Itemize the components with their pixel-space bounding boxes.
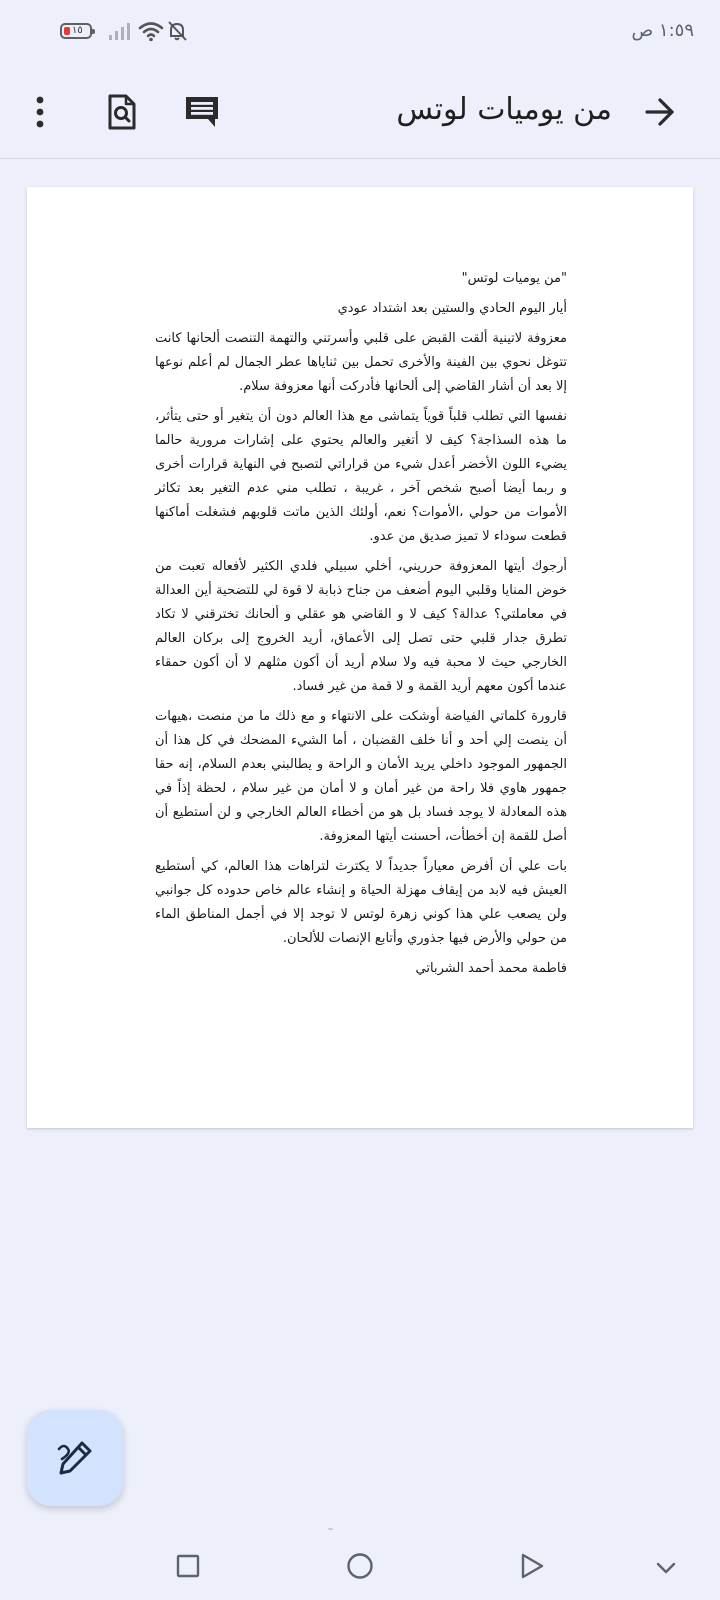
document-title: من يوميات لوتس [396, 92, 612, 127]
wifi-icon [138, 20, 164, 46]
document-paragraph: قارورة كلماتي الفياضة أوشكت على الانتهاء و مع ذلك ما من منصت ،هيهات أن ينصت إلي أحد و أنا خلف القضبان ، أما الشيء المضحك في كل هذا أن الجمهور الموجود داخلي يريد الأمان و الراحة و يطالبني بعدم السلام، إنه حقا جمهور هاوي فلا راحة من غير أمان و لا أمان من غير سلام ، لحظة إذاً في هذه المعادلة لا يوجد فساد بل هو من أخطاء العالم الخارجي و لن أستطيع أن أصل للقمة إن أخطأت، أحسنت أيتها المعزوفة. [155, 709, 567, 844]
document-paragraph: أرجوك أيتها المعزوفة حرريني، أخلي سبيلي فلدي الكثير لأفعاله تعبت من خوض المنايا وقلبي اليوم أضعف من جناح ذبابة لا قوة لي للتضحية أين العدالة في معاملتي؟ عدالة؟ كيف لا و القاضي هو عقلي و ألحانك تخترقني لا تكاد تطرق جدار قلبي حتى تصل إلى الأعماق، أريد الخروج إلى بركان العالم الخارجي حيث لا محبة فيه ولا سلام أريد أن أكون مثلهم لا أن أكون حمقاء عندما أكون معهم أريد القمة و لا قمة من غير فساد. [155, 559, 567, 694]
forward-arrow-icon [644, 97, 676, 127]
more-vert-icon [35, 95, 45, 129]
document-paragraph: معزوفة لاتينية ألقت القبض على قلبي وأسرتني والتهمة التنصت ألحانها كانت تتوغل نحوي بين الفينة والأخرى تحمل بين ثناياها عطر الجمال لم أعلم نوعها إلا بعد أن أشار القاضي إلى ألحانها فأدركت أنها معزوفة سلام. [155, 331, 567, 394]
find-in-page-button[interactable] [96, 86, 148, 138]
recents-square-icon [176, 1554, 200, 1578]
edit-fab-button[interactable] [27, 1410, 123, 1506]
signal-icon [108, 20, 134, 46]
status-time: ١:٥٩ ص [631, 20, 694, 41]
back-triangle-icon [519, 1552, 545, 1580]
back-button[interactable] [510, 1544, 554, 1588]
hide-chevron-icon [655, 1561, 677, 1575]
more-options-button[interactable] [18, 88, 62, 136]
app-bar [0, 66, 720, 159]
notifications-off-icon [166, 20, 188, 46]
comments-button[interactable] [176, 86, 228, 138]
hide-nav-button[interactable] [646, 1548, 686, 1588]
system-nav-bar [0, 1530, 720, 1600]
comment-icon [184, 94, 220, 130]
document-signature: فاطمة محمد أحمد الشرباتي [415, 961, 567, 976]
battery-fill [64, 27, 70, 35]
status-bar [0, 0, 720, 66]
document-page[interactable] [27, 187, 693, 1128]
find-in-page-icon [106, 94, 138, 130]
battery-level: ١٥ [72, 25, 83, 36]
edit-pen-icon [56, 1439, 94, 1477]
home-circle-icon [346, 1552, 374, 1580]
forward-button[interactable] [636, 88, 684, 136]
home-button[interactable] [338, 1544, 382, 1588]
document-heading: "من يوميات لوتس" [461, 271, 567, 286]
document-paragraph: نفسها التي تطلب قلباً قوياً يتماشى مع هذا العالم دون أن يتغير أو حتى يتأثر، ما هذه السذاجة؟ كيف لا أتغير والعالم يحتوي على إشارات مرورية حالما يضيء اللون الأخضر أعدل شيء من قراراتي لتصبح في النهاية قرارات أخرى و ربما أيضا أصبح شخص آخر ، غريبة ، تطلب مني عدم التغير بعد تكاثر الأموات من حولي ،الأموات؟ نعم، أولئك الذين ماتت قلوبهم فشغلت أماكنها قطعت سوداء لا تميز صديق من عدو. [155, 409, 567, 544]
recents-button[interactable] [166, 1544, 210, 1588]
document-body [155, 267, 567, 987]
document-date-line: أيار اليوم الحادي والستين بعد اشتداد عودي [337, 301, 567, 316]
document-paragraph: بات علي أن أفرض معياراً جديداً لا يكترث لتراهات هذا العالم، كي أستطيع العيش فيه لابد من إيقاف مهزلة الحياة و إنشاء عالم خاص حدوده كل جوانبي ولن يصعب علي هذا كوني زهرة لوتس لا توجد إلا في أجمل المناطق الماء من حولي والأرض فيها جذوري وأتابع الإنصات للألحان. [155, 859, 567, 946]
battery-icon [60, 23, 92, 39]
